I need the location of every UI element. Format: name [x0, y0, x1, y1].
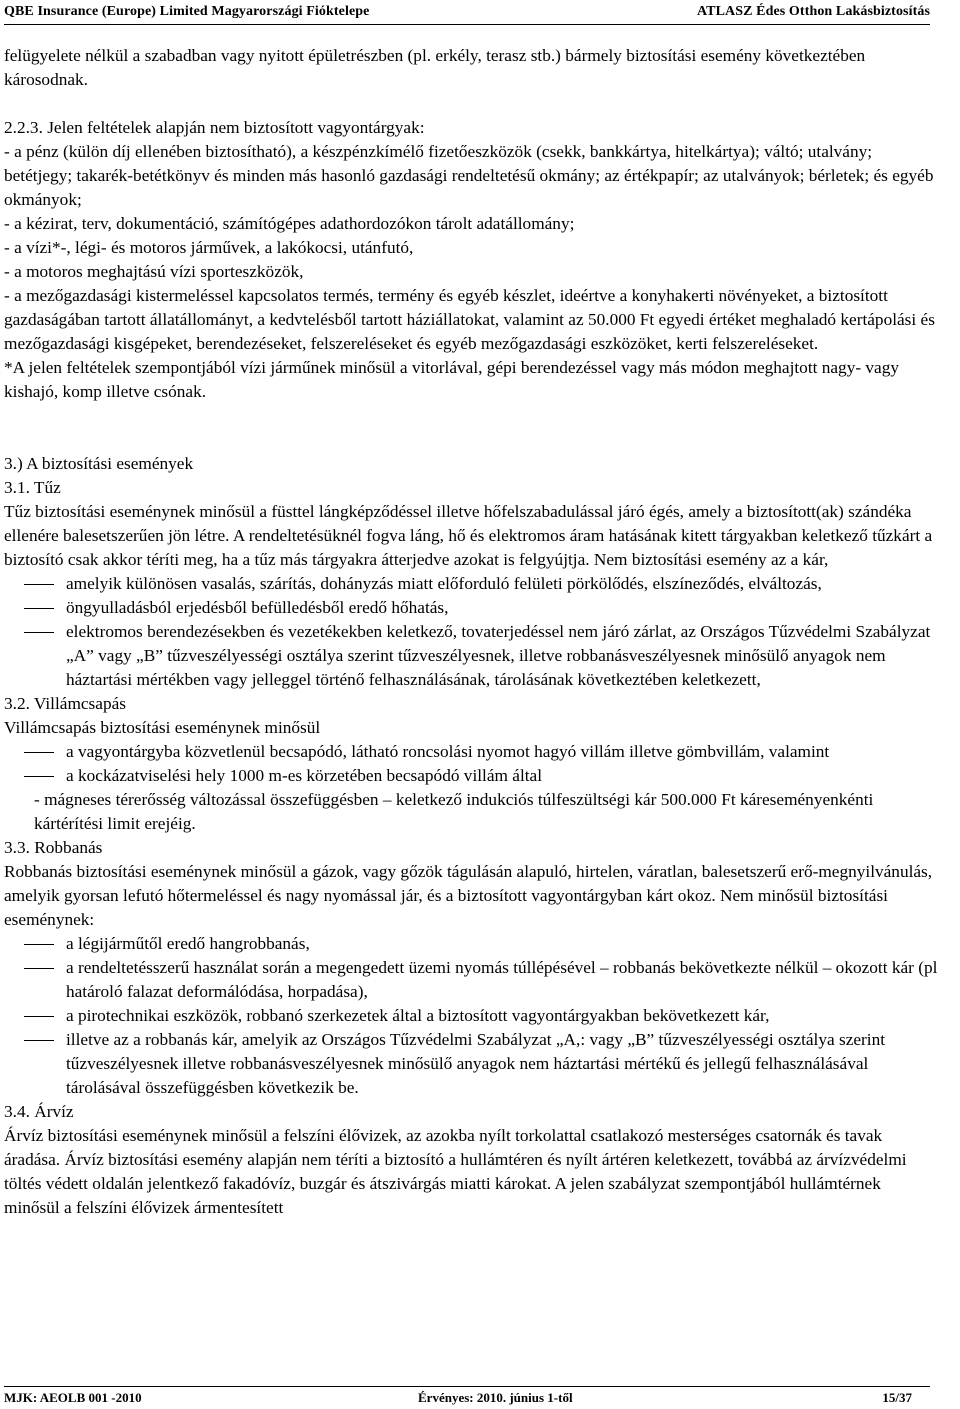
section-heading: 3.) A biztosítási események: [4, 454, 194, 473]
dash-bullet: [4, 1004, 66, 1028]
dash-bullet: [4, 764, 66, 788]
paragraph: Robbanás biztosítási eseménynek minősül a gázok, vagy gőzök tágulásán alapuló, hirtelen, váratlan, balesetszerű erő-megnyilvánulás, amelyik gyorsan lefutó hőtermeléssel és nagy nyomással jár, és a biztosított vagyontárgyban kárt okoz. Nem minősül biztosítási eseménynek:: [4, 862, 933, 929]
page-header: [4, 0, 930, 25]
dash-bullet: [4, 572, 66, 596]
section-heading: 3.3. Robbanás: [4, 838, 103, 857]
list-item: - a vízi*-, légi- és motoros járművek, a lakókocsi, utánfutó,: [4, 238, 414, 257]
list-item: amelyik különösen vasalás, szárítás, dohányzás miatt előforduló felületi pörkölődés, elszíneződés, elváltozás,: [4, 572, 938, 596]
footer-page-number: 15/37: [882, 1390, 912, 1405]
list-item: a pirotechnikai eszközök, robbanó szerkezetek által a biztosított vagyontárgyakban bekövetkezett kár,: [4, 1004, 938, 1028]
page-footer: [4, 1386, 930, 1409]
list-item: elektromos berendezésekben és vezetékekben keletkező, tovaterjedéssel nem járó zárlat, az Országos Tűzvédelmi Szabályzat „A” vagy „B” tűzveszélyességi osztálya szerint tűzveszélyesnek, illetve robbanásveszélyesnek minősülő anyagok nem háztartási mértékben vagy jelleggel történő felhasználásának, tárolásának következtében keletkezett,: [4, 620, 938, 692]
document-body: [4, 44, 938, 1220]
list-item: a kockázatviselési hely 1000 m-es körzetében becsapódó villám által: [4, 764, 938, 788]
list-item: a rendeltetésszerű használat során a megengedett üzemi nyomás túllépésével – robbanás bekövetkezte nélkül – okozott kár (pl határoló falazat deformálódása, horpadása),: [4, 956, 938, 1004]
list-item: illetve az a robbanás kár, amelyik az Országos Tűzvédelmi Szabályzat „A,: vagy „B” tűzveszélyességi osztálya szerint tűzveszélyesnek illetve robbanásveszélyesnek minősülő anyagok nem háztartási mértékű és jellegű felhasználásával tárolásával összefüggésben következik be.: [4, 1028, 938, 1100]
paragraph: felügyelete nélkül a szabadban vagy nyitott épületrészben (pl. erkély, terasz stb.) bármely biztosítási esemény következtében károsodnak.: [4, 46, 866, 89]
dash-bullet: [4, 596, 66, 620]
list-item: a vagyontárgyba közvetlenül becsapódó, látható roncsolási nyomot hagyó villám illetve gömbvillám, valamint: [4, 740, 938, 764]
section-heading: 2.2.3. Jelen feltételek alapján nem biztosított vagyontárgyak:: [4, 118, 425, 137]
footnote: *A jelen feltételek szempontjából vízi járműnek minősül a vitorlával, gépi berendezéssel vagy más módon meghajtott nagy- vagy kishajó, komp illetve csónak.: [4, 358, 900, 401]
paragraph: Tűz biztosítási eseménynek minősül a füsttel lángképződéssel illetve hőfelszabadulással járó égés, amely a biztosított(ak) szándéka ellenére balesetszerűen jön létre. A rendeltetésüknél fogva láng, hő és elektromos áram hatásának kitett tárgyakban keletkező tűzkárt a biztosító csak akkor téríti meg, ha a tűz más tárgyakra átterjedve azokat is felgyújtja. Nem biztosítási esemény az a kár,: [4, 502, 933, 569]
list-item: - a mezőgazdasági kistermeléssel kapcsolatos termés, termény és egyéb készlet, ideértve a konyhakerti növényeket, a biztosított gazdaságában tartott állatállományt, a kedvtelésből tartott háziállatokat, valamint az 50.000 Ft egyedi értéket meghaladó kertápolási és mezőgazdasági kisgépeket, berendezéseket, felszereléseket és egyéb mezőgazdasági eszközöket, kerti felszereléseket.: [4, 286, 935, 353]
list-item: - a kézirat, terv, dokumentáció, számítógépes adathordozókon tárolt adatállomány;: [4, 214, 575, 233]
footer-validity: Érvényes: 2010. június 1-től: [418, 1390, 573, 1405]
section-heading: 3.4. Árvíz: [4, 1102, 74, 1121]
dash-bullet: [4, 740, 66, 764]
list-item: öngyulladásból erjedésből befülledésből eredő hőhatás,: [4, 596, 938, 620]
paragraph: Árvíz biztosítási eseménynek minősül a felszíni élővizek, az azokba nyílt torkolattal csatlakozó mesterséges csatornák és tavak áradása. Árvíz biztosítási esemény alapján nem téríti a biztosító a hullámtéren és nyílt ártéren keletkezett, továbbá az árvízvédelmi töltés védett oldalán jelentkező fakadóvíz, buzgár és átszivárgás miatti károkat. A jelen szabályzat szempontjából hullámtérnek minősül a felszíni élővizek ármentesített: [4, 1126, 907, 1217]
footer-document-code: MJK: AEOLB 001 -2010: [4, 1390, 142, 1405]
dash-bullet: [4, 932, 66, 956]
dash-bullet: [4, 956, 66, 980]
list-item: - a pénz (külön díj ellenében biztosítható), a készpénzkímélő fizetőeszközök (csekk, bankkártya, hitelkártya); váltó; utalvány; betétjegy; takarék-betétkönyv és minden más hasonló gazdasági rendeltetésű okmány; az értékpapír; az utalványok; bérletek; és egyéb okmányok;: [4, 142, 934, 209]
list-item: a légijárműtől eredő hangrobbanás,: [4, 932, 938, 956]
dash-bullet: [4, 620, 66, 644]
section-heading: 3.1. Tűz: [4, 478, 61, 497]
section-heading: 3.2. Villámcsapás: [4, 694, 126, 713]
paragraph: - mágneses térerősség változással összefüggésben – keletkező indukciós túlfeszültségi kár 500.000 Ft káreseményenkénti kártérítési limit erejéig.: [34, 790, 874, 833]
header-product: ATLASZ Édes Otthon Lakásbiztosítás: [696, 4, 930, 19]
list-item: - a motoros meghajtású vízi sporteszközök,: [4, 262, 304, 281]
dash-bullet: [4, 1028, 66, 1052]
header-company: QBE Insurance (Europe) Limited Magyarországi Fióktelepe: [4, 4, 370, 19]
paragraph: Villámcsapás biztosítási eseménynek minősül: [4, 718, 321, 737]
